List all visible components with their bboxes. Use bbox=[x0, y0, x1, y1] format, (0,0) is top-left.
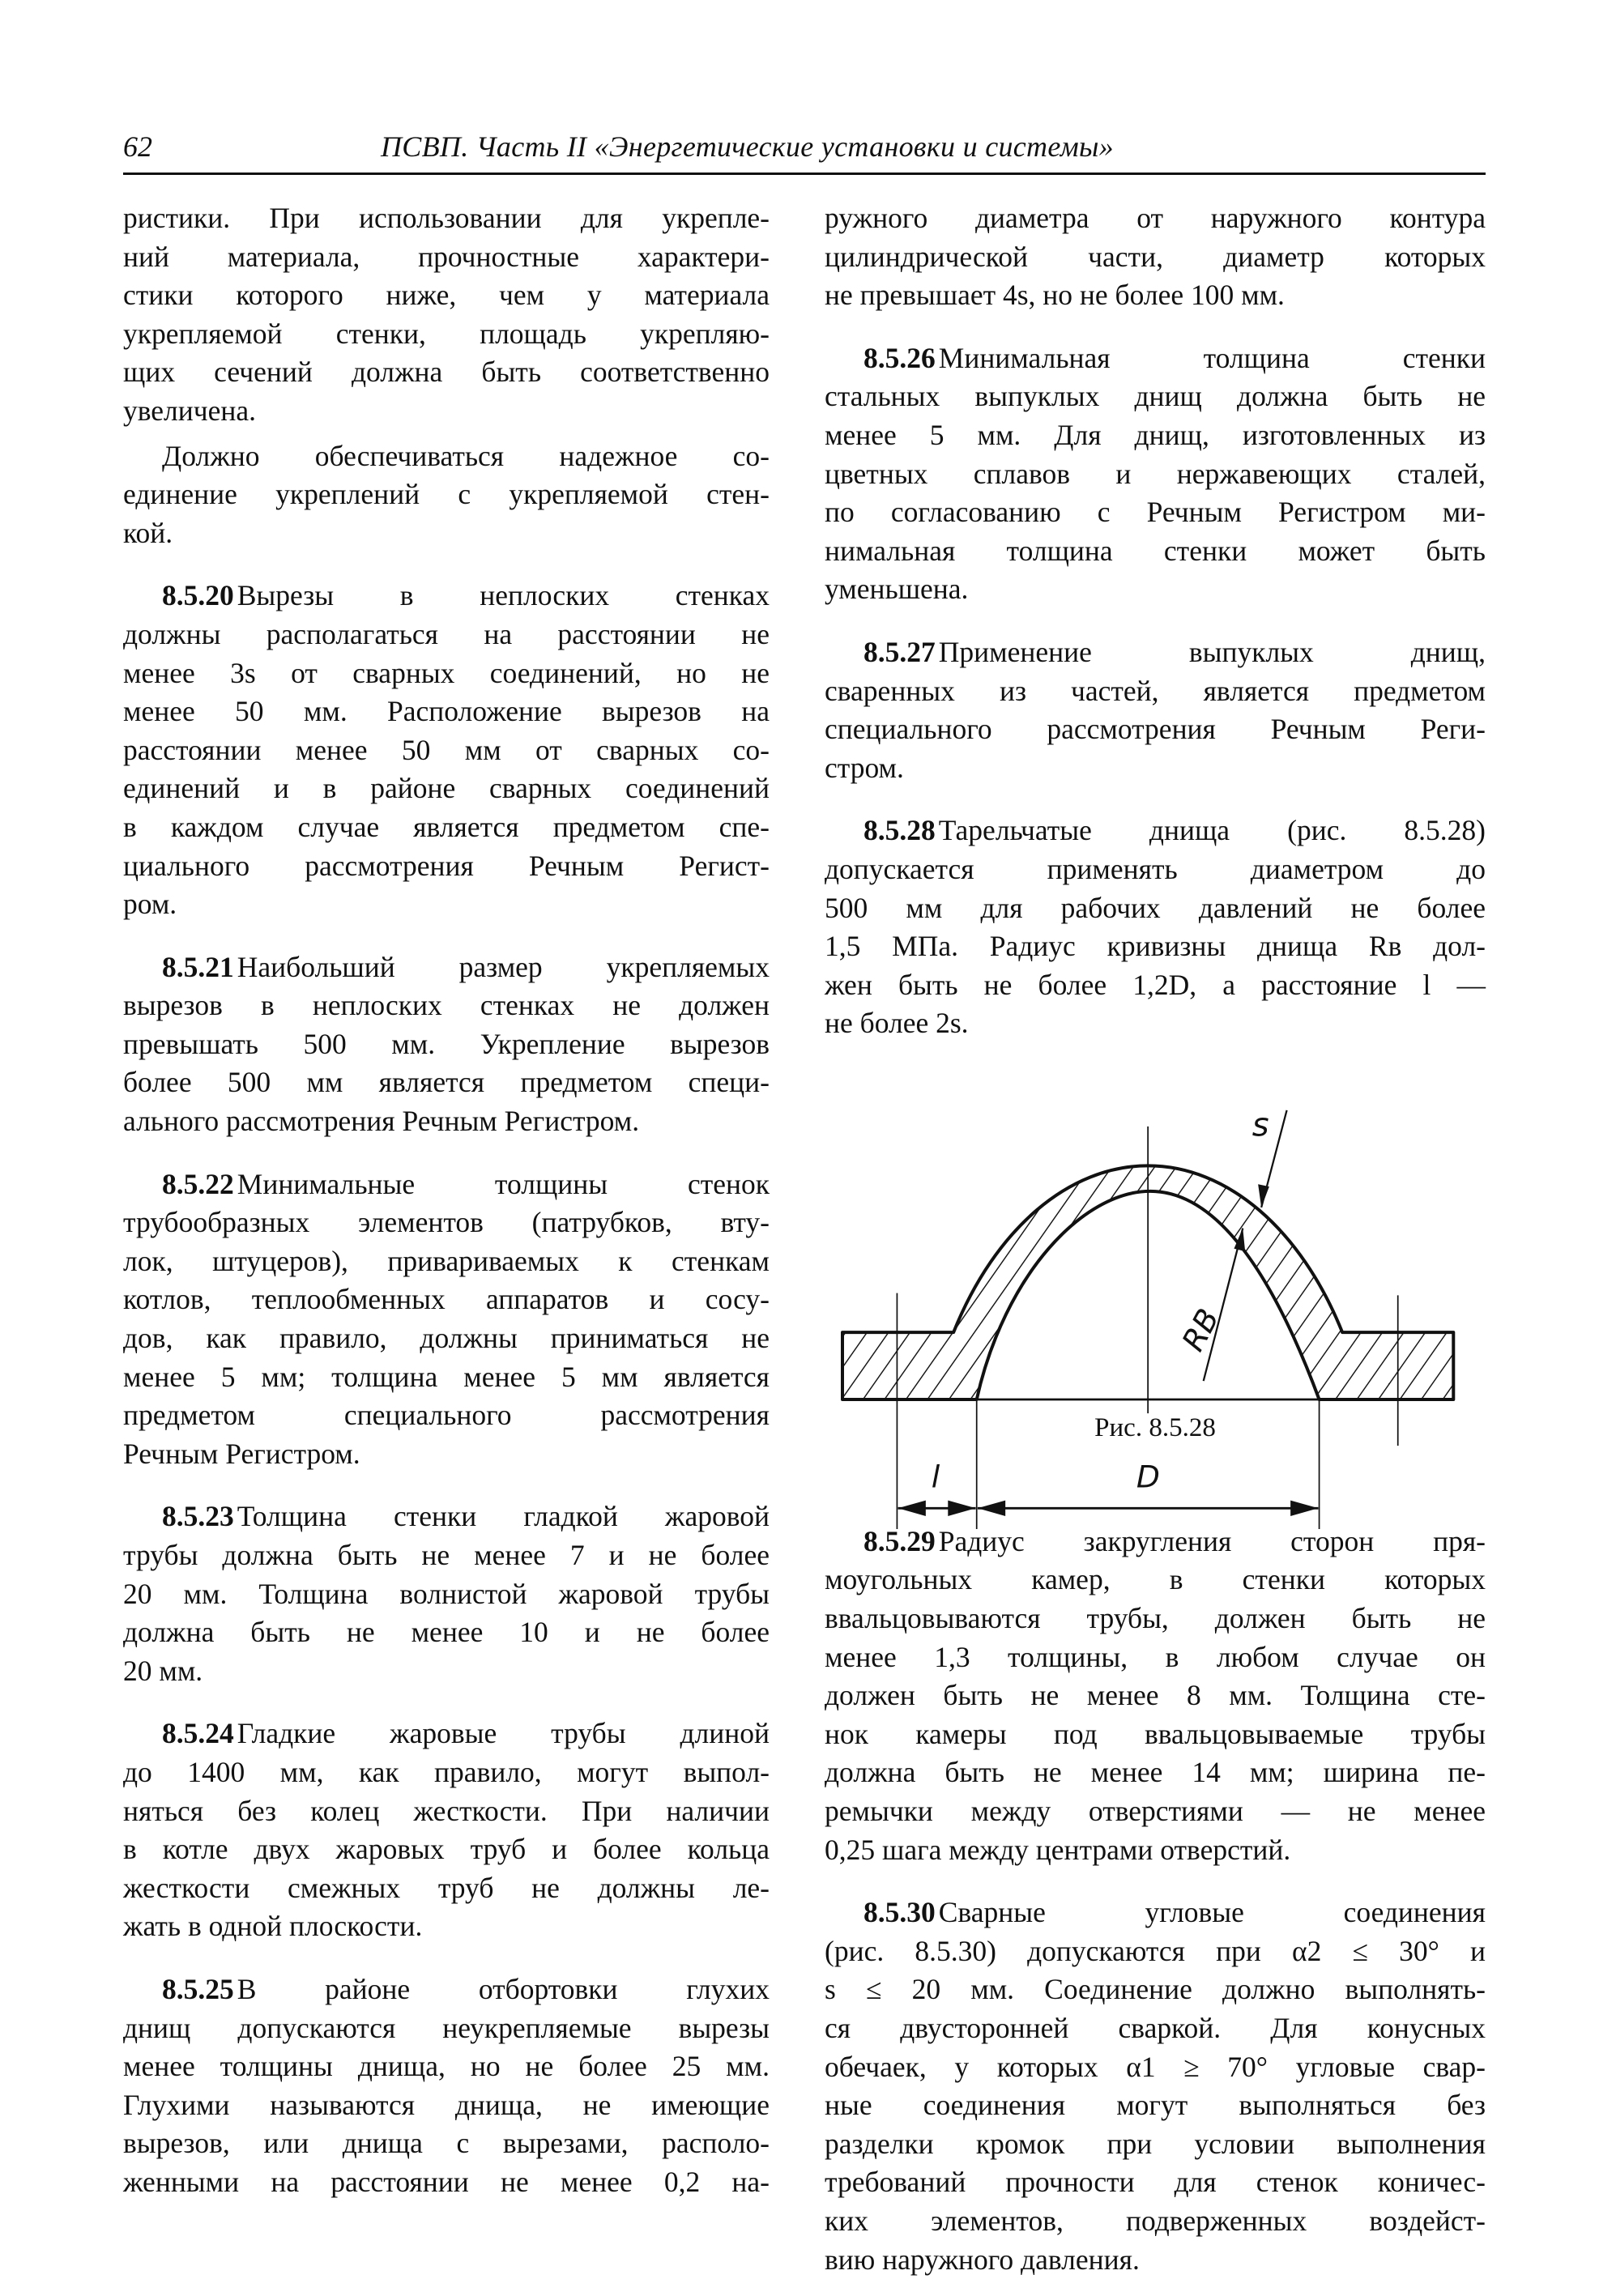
line-text: Минимальные толщины стенок bbox=[237, 1167, 770, 1200]
line-text: ввальцовываются трубы, должен быть не bbox=[825, 1602, 1486, 1635]
line-text: расстоянии менее 50 мм от сварных со- bbox=[123, 733, 770, 766]
header-title: ПСВП. Часть II «Энергетические установки и системы» bbox=[381, 130, 1114, 163]
text-line bbox=[123, 1575, 770, 1614]
text-line bbox=[123, 315, 770, 354]
text-line bbox=[825, 493, 1486, 532]
line-text: в каждом случае является предметом спе- bbox=[123, 810, 770, 843]
label-l: l bbox=[931, 1459, 940, 1495]
text-line bbox=[825, 2163, 1486, 2202]
paragraph bbox=[123, 199, 770, 431]
text-line bbox=[123, 577, 770, 616]
text-line bbox=[123, 1063, 770, 1102]
section-number: 8.5.22 bbox=[162, 1167, 234, 1200]
header-rule bbox=[123, 173, 1486, 175]
line-text: жать в одной плоскости. bbox=[123, 1910, 423, 1943]
text-line bbox=[825, 2086, 1486, 2125]
line-text: стики которого ниже, чем у материала bbox=[123, 279, 770, 312]
line-text: менее 5 мм; толщина менее 5 мм является bbox=[123, 1360, 770, 1393]
line-text: вырезов в неплоских стенках не должен bbox=[123, 989, 770, 1022]
text-line bbox=[123, 1396, 770, 1435]
text-line bbox=[123, 1102, 770, 1141]
line-text: циального рассмотрения Речным Регист- bbox=[123, 849, 770, 882]
line-text: 20 мм. Толщина волнистой жаровой трубы bbox=[123, 1577, 770, 1610]
text-line bbox=[825, 377, 1486, 416]
line-text: няться без колец жесткости. При наличии bbox=[123, 1794, 770, 1827]
line-text: ся двусторонней сваркой. Для конусных bbox=[825, 2012, 1486, 2044]
text-line bbox=[123, 808, 770, 847]
line-text: 500 мм для рабочих давлений не более bbox=[825, 891, 1486, 924]
line-text: моугольных камер, в стенки которых bbox=[825, 1563, 1486, 1596]
line-text: стром. bbox=[825, 751, 904, 784]
leader-rb bbox=[1204, 1228, 1243, 1381]
right-column-bottom bbox=[825, 1523, 1486, 2279]
text-line bbox=[825, 2125, 1486, 2164]
text-line bbox=[123, 2124, 770, 2163]
text-line bbox=[825, 850, 1486, 889]
section-number: 8.5.26 bbox=[863, 341, 936, 374]
line-text: трубы должна быть не менее 7 и не более bbox=[123, 1539, 770, 1571]
line-text: должны располагаться на расстоянии не bbox=[123, 617, 770, 650]
section-number: 8.5.23 bbox=[162, 1500, 234, 1533]
text-line bbox=[123, 2086, 770, 2125]
text-line bbox=[825, 276, 1486, 315]
line-text: Сварные угловые соединения bbox=[938, 1896, 1486, 1929]
section-number: 8.5.25 bbox=[162, 1972, 234, 2005]
text-line bbox=[825, 1600, 1486, 1638]
line-text: днищ допускаются неукрепляемые вырезы bbox=[123, 2011, 770, 2044]
paragraph bbox=[123, 437, 770, 553]
section-8-5-29 bbox=[825, 1523, 1486, 1869]
text-line bbox=[123, 353, 770, 392]
line-text: ные соединения могут выполняться без bbox=[825, 2089, 1486, 2122]
line-text: 20 мм. bbox=[123, 1654, 203, 1687]
section-8-5-28 bbox=[825, 811, 1486, 1043]
line-text: Вырезы в неплоских стенках bbox=[237, 579, 770, 612]
text-line bbox=[123, 885, 770, 924]
text-line bbox=[825, 1638, 1486, 1677]
line-text: 1,5 МПа. Радиус кривизны днища Rв дол- bbox=[825, 930, 1486, 963]
text-line bbox=[825, 532, 1486, 571]
section-number: 8.5.20 bbox=[162, 579, 234, 612]
line-text: Должно обеспечиваться надежное со- bbox=[162, 439, 770, 472]
line-text: Глухими называются днища, не имеющие bbox=[123, 2088, 770, 2121]
line-text: не более 2s. bbox=[825, 1007, 969, 1040]
text-line bbox=[123, 1970, 770, 2009]
text-line bbox=[825, 339, 1486, 378]
line-text: менее толщины днища, но не более 25 мм. bbox=[123, 2050, 770, 2083]
line-text: нок камеры под ввальцовываемые трубы bbox=[825, 1717, 1486, 1750]
line-text: разделки кромок при условии выполнения bbox=[825, 2127, 1486, 2160]
line-text: Минимальная толщина стенки bbox=[938, 341, 1486, 374]
line-text: должна быть не менее 14 мм; ширина пе- bbox=[825, 1756, 1486, 1789]
line-text: Гладкие жаровые трубы длиной bbox=[237, 1717, 770, 1750]
line-text: Речным Регистром. bbox=[123, 1437, 360, 1470]
text-line bbox=[825, 455, 1486, 494]
text-line bbox=[123, 1165, 770, 1204]
line-text: ристики. При использовании для укрепле- bbox=[123, 202, 770, 234]
text-line bbox=[123, 1830, 770, 1869]
text-line bbox=[825, 1792, 1486, 1831]
section-8-5-25 bbox=[123, 1970, 770, 2202]
label-rb: RB bbox=[1175, 1302, 1226, 1357]
line-text: ром. bbox=[123, 888, 177, 921]
line-text: вырезов, или днища с вырезами, располо- bbox=[123, 2127, 770, 2160]
line-text: ального рассмотрения Речным Регистром. bbox=[123, 1105, 640, 1138]
line-text: ремычки между отверстиями — не менее bbox=[825, 1795, 1486, 1828]
section-8-5-27 bbox=[825, 633, 1486, 787]
line-text: Тарельчатые днища (рис. 8.5.28) bbox=[938, 814, 1486, 847]
section-number: 8.5.27 bbox=[863, 635, 936, 668]
section-8-5-22 bbox=[123, 1165, 770, 1474]
text-line bbox=[123, 1497, 770, 1536]
text-line bbox=[123, 948, 770, 987]
line-text: менее 3s от сварных соединений, но не bbox=[123, 656, 770, 689]
line-text: превышать 500 мм. Укрепление вырезов bbox=[123, 1027, 770, 1060]
label-d: D bbox=[1136, 1459, 1160, 1495]
text-line bbox=[123, 1753, 770, 1792]
line-text: 0,25 шага между центрами отверстий. bbox=[825, 1833, 1291, 1866]
text-line bbox=[825, 1715, 1486, 1754]
right-column bbox=[825, 199, 1486, 2279]
line-text: не превышает 4s, но не более 100 мм. bbox=[825, 279, 1285, 312]
line-text: стальных выпуклых днищ должна быть не bbox=[825, 380, 1486, 413]
line-text: s ≤ 20 мм. Соединение должно выполнять- bbox=[825, 1973, 1486, 2006]
text-line bbox=[123, 654, 770, 693]
text-line bbox=[825, 1970, 1486, 2009]
text-line bbox=[825, 1561, 1486, 1600]
section-number: 8.5.28 bbox=[863, 814, 936, 847]
text-line bbox=[123, 1280, 770, 1319]
line-text: щих сечений должна быть соответственно bbox=[123, 356, 770, 389]
page-number: 62 bbox=[123, 130, 152, 163]
line-text: до 1400 мм, как правило, могут выпол- bbox=[123, 1755, 770, 1788]
text-line bbox=[825, 1893, 1486, 1932]
line-text: Толщина стенки гладкой жаровой bbox=[237, 1500, 770, 1533]
section-number: 8.5.24 bbox=[162, 1717, 234, 1750]
line-text: дов, как правило, должны приниматься не bbox=[123, 1322, 770, 1355]
line-text: увеличена. bbox=[123, 394, 257, 427]
line-text: (рис. 8.5.30) допускаются при α2 ≤ 30° и bbox=[825, 1934, 1486, 1967]
line-text: предметом специального рассмотрения bbox=[123, 1399, 770, 1432]
section-number: 8.5.21 bbox=[162, 950, 234, 983]
text-line bbox=[123, 1613, 770, 1652]
text-line bbox=[123, 1536, 770, 1575]
dished-head-drawing bbox=[810, 1076, 1523, 1495]
text-line bbox=[123, 616, 770, 654]
line-text: цветных сплавов и нержавеющих сталей, bbox=[825, 457, 1486, 490]
text-line bbox=[825, 1831, 1486, 1870]
text-line bbox=[123, 1792, 770, 1831]
section-8-5-30 bbox=[825, 1893, 1486, 2279]
text-line bbox=[123, 2009, 770, 2048]
text-line bbox=[123, 437, 770, 476]
line-text: ких элементов, подверженных воздейст- bbox=[825, 2204, 1486, 2237]
figure-caption: Рис. 8.5.28 bbox=[1094, 1412, 1216, 1442]
left-column bbox=[123, 199, 770, 2202]
text-line bbox=[825, 927, 1486, 966]
line-text: В районе отбортовки глухих bbox=[237, 1972, 770, 2005]
right-column-top bbox=[825, 199, 1486, 1043]
line-text: более 500 мм является предметом специ- bbox=[123, 1066, 770, 1099]
text-line bbox=[825, 1004, 1486, 1043]
section-number: 8.5.29 bbox=[863, 1524, 936, 1557]
text-line bbox=[123, 276, 770, 315]
line-text: ний материала, прочностные характери- bbox=[123, 240, 770, 273]
line-text: вию наружного давления. bbox=[825, 2243, 1140, 2276]
line-text: сваренных из частей, является предметом bbox=[825, 674, 1486, 707]
line-text: укрепляемой стенки, площадь укрепляю- bbox=[123, 317, 770, 350]
text-line bbox=[825, 570, 1486, 609]
text-line bbox=[123, 2047, 770, 2086]
line-text: обечаек, у которых α1 ≥ 70° угловые свар- bbox=[825, 2050, 1486, 2083]
text-line bbox=[825, 2241, 1486, 2280]
line-text: единений и в районе сварных соединений bbox=[123, 772, 770, 805]
text-line bbox=[123, 1242, 770, 1281]
line-text: нимальная толщина стенки может быть bbox=[825, 534, 1486, 567]
text-line bbox=[825, 199, 1486, 238]
line-text: жен быть не более 1,2D, а расстояние l — bbox=[825, 968, 1486, 1001]
section-8-5-26 bbox=[825, 339, 1486, 609]
text-line bbox=[825, 2048, 1486, 2087]
text-line bbox=[123, 769, 770, 808]
text-line bbox=[825, 1523, 1486, 1561]
line-text: менее 1,3 толщины, в любом случае он bbox=[825, 1640, 1486, 1673]
text-line bbox=[123, 1319, 770, 1358]
line-text: должен быть не менее 8 мм. Толщина сте- bbox=[825, 1679, 1486, 1712]
text-line bbox=[123, 2163, 770, 2202]
running-header bbox=[123, 130, 1486, 170]
text-line bbox=[123, 199, 770, 238]
text-line bbox=[825, 1932, 1486, 1971]
line-text: должна быть не менее 10 и не более bbox=[123, 1616, 770, 1649]
section-8-5-21 bbox=[123, 948, 770, 1141]
text-line bbox=[825, 672, 1486, 711]
line-text: по согласованию с Речным Регистром ми- bbox=[825, 496, 1486, 529]
text-line bbox=[825, 966, 1486, 1005]
text-line bbox=[825, 811, 1486, 850]
line-text: котлов, теплообменных аппаратов и сосу- bbox=[123, 1283, 770, 1316]
line-text: Наибольший размер укрепляемых bbox=[237, 950, 770, 983]
section-8-5-23 bbox=[123, 1497, 770, 1690]
line-text: кой. bbox=[123, 516, 173, 549]
text-line bbox=[123, 847, 770, 886]
line-text: требований прочности для стенок коничес- bbox=[825, 2166, 1486, 2199]
line-text: допускается применять диаметром до bbox=[825, 852, 1486, 885]
line-text: жесткости смежных труб не должны ле- bbox=[123, 1871, 770, 1904]
text-line bbox=[825, 889, 1486, 928]
line-text: единение укреплений с укрепляемой стен- bbox=[123, 478, 770, 511]
text-line bbox=[123, 1358, 770, 1397]
text-line bbox=[123, 1715, 770, 1753]
line-text: цилиндрической части, диаметр которых bbox=[825, 240, 1486, 273]
text-line bbox=[825, 1676, 1486, 1715]
text-line bbox=[123, 986, 770, 1025]
section-8-5-24 bbox=[123, 1715, 770, 1946]
paragraph bbox=[825, 199, 1486, 315]
text-line bbox=[825, 633, 1486, 672]
line-text: в котле двух жаровых труб и более кольца bbox=[123, 1833, 770, 1866]
text-line bbox=[825, 416, 1486, 455]
text-line bbox=[825, 710, 1486, 749]
text-line bbox=[825, 2009, 1486, 2048]
line-text: Применение выпуклых днищ, bbox=[938, 635, 1486, 668]
text-line bbox=[123, 1025, 770, 1064]
section-number: 8.5.30 bbox=[863, 1896, 936, 1929]
text-line bbox=[825, 2202, 1486, 2241]
line-text: специального рассмотрения Речным Реги- bbox=[825, 713, 1486, 746]
text-line bbox=[123, 392, 770, 431]
label-s: s bbox=[1251, 1106, 1269, 1144]
line-text: менее 50 мм. Расположение вырезов на bbox=[123, 695, 770, 728]
text-line bbox=[123, 1435, 770, 1474]
text-line bbox=[123, 1907, 770, 1946]
line-text: Радиус закругления сторон пря- bbox=[938, 1524, 1486, 1557]
text-line bbox=[825, 238, 1486, 277]
text-line bbox=[123, 238, 770, 277]
section-8-5-20 bbox=[123, 577, 770, 923]
text-line bbox=[123, 514, 770, 553]
text-line bbox=[123, 692, 770, 731]
line-text: лок, штуцеров), привариваемых к стенкам bbox=[123, 1244, 770, 1277]
text-line bbox=[825, 1753, 1486, 1792]
line-text: ружного диаметра от наружного контура bbox=[825, 202, 1486, 234]
text-line bbox=[825, 749, 1486, 788]
line-text: трубообразных элементов (патрубков, вту- bbox=[123, 1206, 770, 1239]
text-line bbox=[123, 475, 770, 514]
line-text: уменьшена. bbox=[825, 573, 969, 606]
figure-8-5-28 bbox=[825, 1061, 1486, 1498]
text-line bbox=[123, 1203, 770, 1242]
text-line bbox=[123, 1869, 770, 1908]
text-line bbox=[123, 731, 770, 770]
line-text: женными на расстоянии не менее 0,2 на- bbox=[123, 2165, 770, 2198]
text-line bbox=[123, 1652, 770, 1691]
line-text: менее 5 мм. Для днищ, изготовленных из bbox=[825, 418, 1486, 451]
